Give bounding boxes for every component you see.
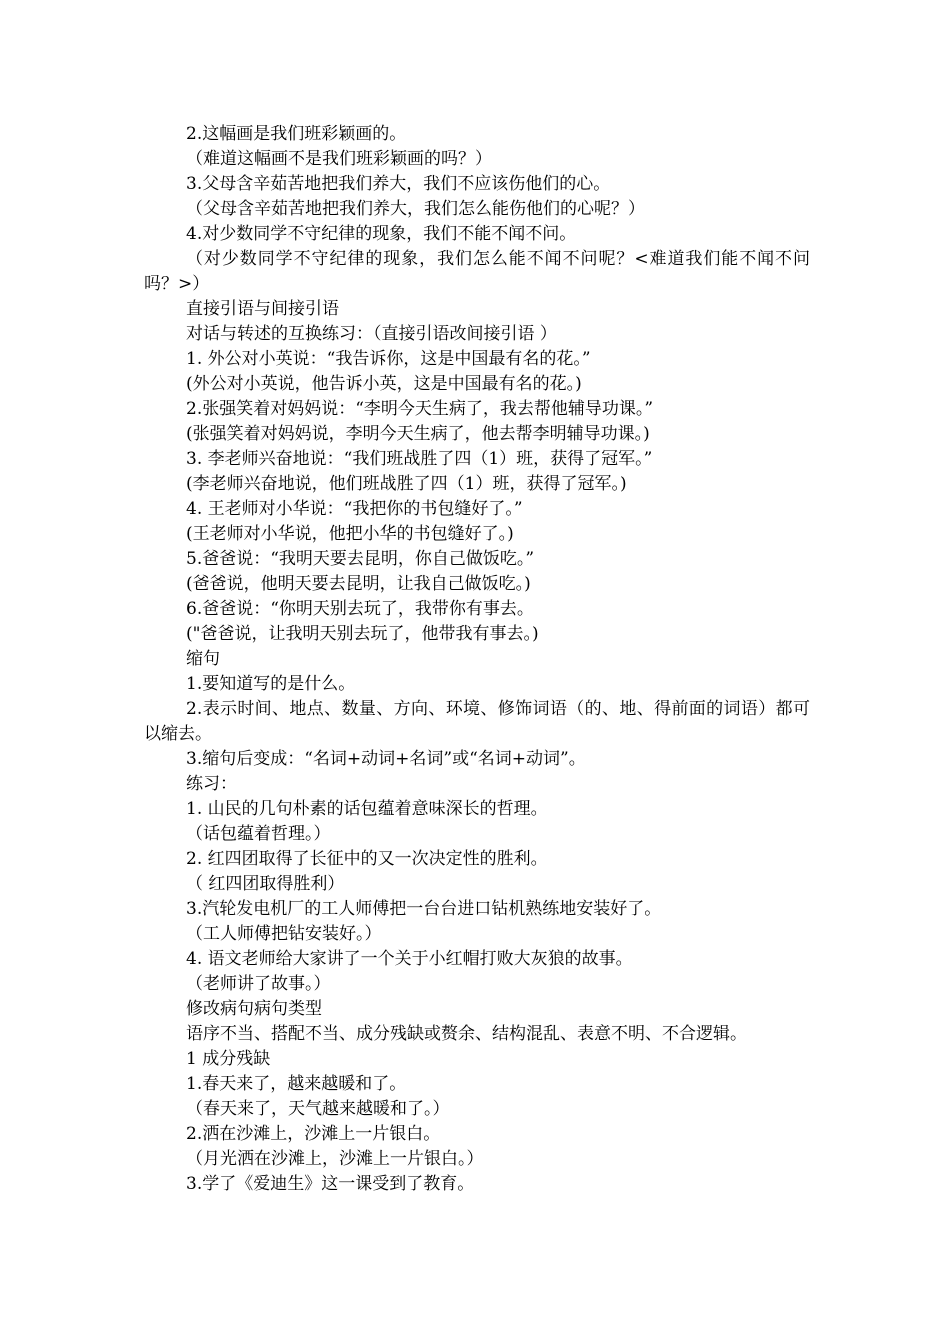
section-heading: 缩句	[186, 649, 220, 669]
text-line: 3.学了《爱迪生》这一课受到了教育。	[186, 1174, 475, 1194]
text-line: (李老师兴奋地说，他们班战胜了四（1）班，获得了冠军。)	[186, 474, 627, 494]
text-line: 4. 王老师对小华说：“我把你的书包缝好了。”	[186, 499, 523, 519]
section-heading: 直接引语与间接引语	[186, 299, 339, 319]
section-heading: 修改病句病句类型	[186, 999, 322, 1019]
text-line: 对话与转述的互换练习：（直接引语改间接引语 ）	[186, 324, 557, 344]
text-line: 练习：	[186, 774, 237, 794]
text-paragraph: 语序不当、搭配不当、成分残缺或赘余、结构混乱、表意不明、不合逻辑。	[186, 1024, 747, 1044]
text-line: （父母含辛茹苦地把我们养大，我们怎么能伤他们的心呢？）	[186, 199, 645, 219]
text-line: （难道这幅画不是我们班彩颖画的吗？）	[186, 149, 492, 169]
text-line: （月光洒在沙滩上，沙滩上一片银白。）	[186, 1149, 484, 1169]
text-line: 3.父母含辛茹苦地把我们养大，我们不应该伤他们的心。	[186, 174, 611, 194]
text-line: 2.这幅画是我们班彩颖画的。	[186, 124, 407, 144]
text-line: 4. 语文老师给大家讲了一个关于小红帽打败大灰狼的故事。	[186, 949, 633, 969]
text-line: 3.汽轮发电机厂的工人师傅把一台台进口钻机熟练地安装好了。	[186, 899, 662, 919]
text-line: （话包蕴着哲理。）	[186, 824, 331, 844]
text-line: 1.春天来了，越来越暖和了。	[186, 1074, 407, 1094]
text-line: 3. 李老师兴奋地说：“我们班战胜了四（1）班，获得了冠军。”	[186, 449, 653, 469]
text-line: (张强笑着对妈妈说，李明今天生病了，他去帮李明辅导功课。)	[186, 424, 650, 444]
text-line: 2. 红四团取得了长征中的又一次决定性的胜利。	[186, 849, 548, 869]
text-line: ("爸爸说，让我明天别去玩了，他带我有事去。)	[186, 624, 539, 644]
document-page	[144, 122, 810, 1197]
text-line: 4.对少数同学不守纪律的现象，我们不能不闻不问。	[186, 224, 577, 244]
text-line: 6.爸爸说：“你明天别去玩了，我带你有事去。	[186, 599, 534, 619]
text-line: 2.洒在沙滩上，沙滩上一片银白。	[186, 1124, 441, 1144]
text-line: (爸爸说，他明天要去昆明，让我自己做饭吃。)	[186, 574, 531, 594]
text-line: 1. 外公对小英说：“我告诉你，这是中国最有名的花。”	[186, 349, 591, 369]
text-line: (王老师对小华说，他把小华的书包缝好了。)	[186, 524, 514, 544]
text-paragraph: （对少数同学不守纪律的现象，我们怎么能不闻不问呢？<难道我们能不闻不问吗？>）	[144, 249, 810, 294]
text-line: (外公对小英说，他告诉小英，这是中国最有名的花。)	[186, 374, 582, 394]
text-line: 2.张强笑着对妈妈说：“李明今天生病了，我去帮他辅导功课。”	[186, 399, 654, 419]
text-line: （老师讲了故事。）	[186, 974, 331, 994]
text-line: 3.缩句后变成：“名词+动词+名词”或“名词+动词”。	[186, 749, 586, 769]
text-line: 1 成分残缺	[186, 1049, 271, 1069]
text-paragraph: 2.表示时间、地点、数量、方向、环境、修饰词语（的、地、得前面的词语）都可以缩去。	[144, 699, 810, 744]
text-line: （ 红四团取得胜利）	[186, 874, 345, 894]
text-line: 1.要知道写的是什么。	[186, 674, 356, 694]
text-line: （工人师傅把钻安装好。）	[186, 924, 382, 944]
text-line: 5.爸爸说：“我明天要去昆明，你自己做饭吃。”	[186, 549, 535, 569]
text-line: 1. 山民的几句朴素的话包蕴着意味深长的哲理。	[186, 799, 548, 819]
text-line: （春天来了，天气越来越暖和了。）	[186, 1099, 450, 1119]
